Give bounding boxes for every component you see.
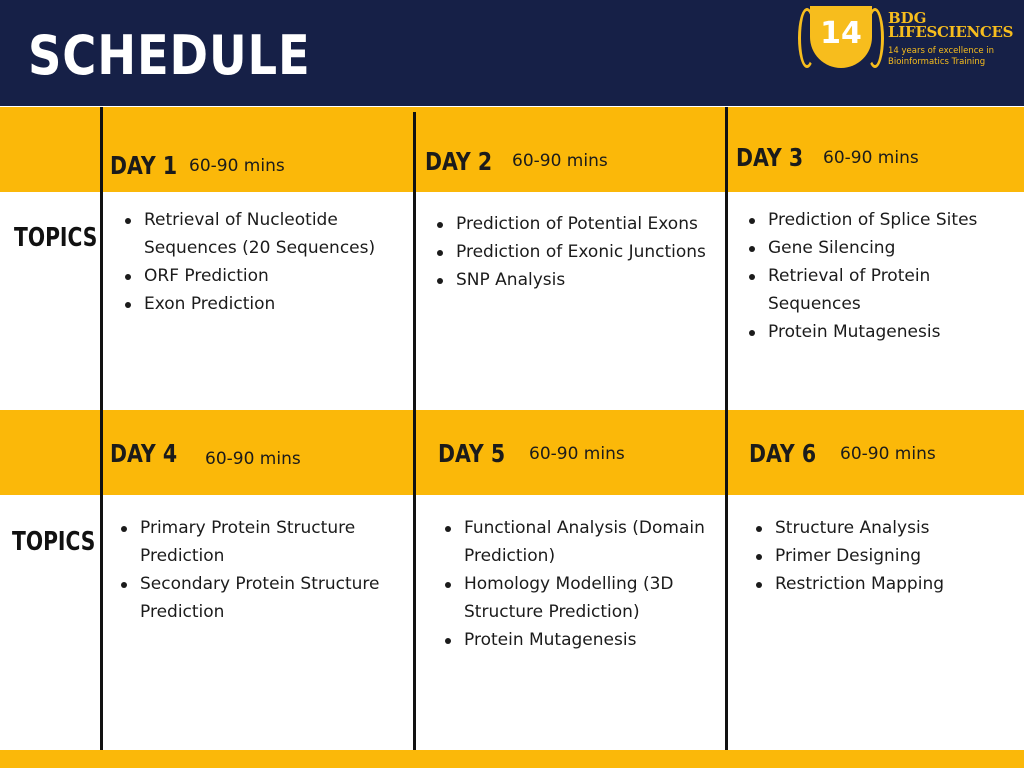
column-divider-3	[725, 107, 728, 750]
day-1-topics	[120, 206, 400, 318]
day-6-duration: 60-90 mins	[840, 444, 936, 464]
day-2-duration: 60-90 mins	[512, 151, 608, 171]
list-item: Primer Designing	[751, 542, 1013, 570]
topics-label-row-2: TOPICS	[12, 527, 96, 557]
day-5-duration: 60-90 mins	[529, 444, 625, 464]
header-bar	[0, 0, 1024, 106]
list-item: Protein Mutagenesis	[744, 318, 1014, 346]
list-item: Primary Protein Structure Prediction	[116, 514, 408, 570]
list-item: Structure Analysis	[751, 514, 1013, 542]
day-3-label: DAY 3	[736, 143, 804, 172]
list-item: Retrieval of Nucleotide Sequences (20 Sequences)	[120, 206, 400, 262]
list-item: SNP Analysis	[432, 266, 722, 294]
day-6-topics	[751, 514, 1013, 598]
logo-brand-line1: BDG	[888, 9, 927, 27]
day-4-duration: 60-90 mins	[205, 449, 301, 469]
logo-tagline: 14 years of excellence in Bioinformatics Training	[888, 46, 995, 67]
day-6-label: DAY 6	[749, 439, 817, 468]
day-1-duration: 60-90 mins	[189, 156, 285, 176]
logo	[796, 2, 1022, 74]
day-3-topics	[744, 206, 1014, 346]
list-item: Secondary Protein Structure Prediction	[116, 570, 408, 626]
list-item: Prediction of Exonic Junctions	[432, 238, 722, 266]
list-item: Homology Modelling (3D Structure Prediction)	[440, 570, 722, 626]
list-item: Protein Mutagenesis	[440, 626, 722, 654]
day-4-topics	[116, 514, 408, 626]
list-item: Retrieval of Protein Sequences	[744, 262, 1014, 318]
list-item: Functional Analysis (Domain Prediction)	[440, 514, 722, 570]
logo-brand-line2: LIFESCIENCES	[888, 23, 1014, 41]
day-4-label: DAY 4	[110, 439, 178, 468]
list-item: Prediction of Splice Sites	[744, 206, 1014, 234]
logo-badge-number: 14	[820, 16, 862, 51]
column-divider-1	[100, 107, 103, 750]
day-5-label: DAY 5	[438, 439, 506, 468]
day-2-topics	[432, 210, 722, 294]
list-item: Gene Silencing	[744, 234, 1014, 262]
day-5-topics	[440, 514, 722, 654]
page-title: SCHEDULE	[28, 24, 311, 87]
day-2-label: DAY 2	[425, 147, 493, 176]
footer-band	[0, 750, 1024, 768]
list-item: Prediction of Potential Exons	[432, 210, 722, 238]
column-divider-2	[413, 112, 416, 750]
day-1-label: DAY 1	[110, 151, 178, 180]
topics-label-row-1: TOPICS	[14, 223, 98, 253]
list-item: ORF Prediction	[120, 262, 400, 290]
list-item: Restriction Mapping	[751, 570, 1013, 598]
day-3-duration: 60-90 mins	[823, 148, 919, 168]
list-item: Exon Prediction	[120, 290, 400, 318]
